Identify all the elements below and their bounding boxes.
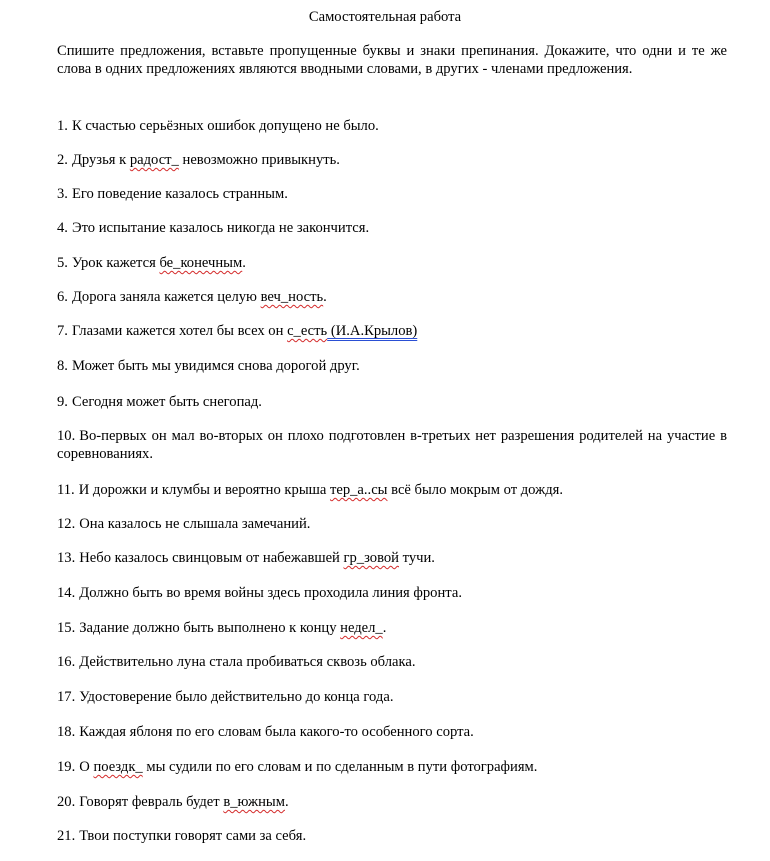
sentence-number: 19. bbox=[57, 759, 76, 775]
sentence-text: Может быть мы увидимся снова дорогой друг. bbox=[71, 358, 360, 374]
sentence-number: 10. bbox=[57, 428, 76, 444]
sentence-number: 9. bbox=[57, 394, 68, 410]
sentence-text: Действительно луна стала пробиваться сквозь облака. bbox=[79, 654, 416, 670]
sentence-number: 21. bbox=[57, 828, 76, 844]
sentence-number: 12. bbox=[57, 516, 76, 532]
spellcheck-word: радост_ bbox=[129, 152, 179, 168]
sentence-text: Удостоверение было действительно до конца года. bbox=[79, 689, 394, 705]
spellcheck-word: тер_а..сы bbox=[329, 482, 388, 498]
sentence-number: 18. bbox=[57, 724, 76, 740]
sentence-text-end: мы судили по его словам и по сделанным в пути фотографиям. bbox=[142, 759, 538, 775]
sentence-text-end: . bbox=[382, 620, 387, 636]
sentence-11 bbox=[57, 481, 727, 499]
sentence-1 bbox=[57, 117, 727, 135]
sentence-number: 11. bbox=[57, 482, 75, 498]
sentence-number: 7. bbox=[57, 323, 68, 339]
sentence-number: 2. bbox=[57, 152, 68, 168]
sentence-number: 16. bbox=[57, 654, 76, 670]
sentence-number: 14. bbox=[57, 585, 76, 601]
sentence-2 bbox=[57, 151, 727, 169]
sentence-text-end: всё было мокрым от дождя. bbox=[387, 482, 563, 498]
sentence-text: Сегодня может быть снегопад. bbox=[71, 394, 262, 410]
spellcheck-word: в_южным bbox=[223, 794, 285, 810]
sentence-21 bbox=[57, 827, 727, 845]
sentence-3 bbox=[57, 185, 727, 203]
sentence-text: Дорога заняла кажется целую bbox=[71, 289, 261, 305]
sentence-text: Говорят февраль будет bbox=[79, 794, 224, 810]
document-title: Самостоятельная работа bbox=[308, 9, 462, 25]
sentence-text: Его поведение казалось странным. bbox=[71, 186, 288, 202]
sentence-text: И дорожки и клумбы и вероятно крыша bbox=[78, 482, 330, 498]
sentence-16 bbox=[57, 653, 727, 671]
sentence-text-end: (И.А.Крылов) bbox=[327, 323, 418, 339]
sentence-number: 5. bbox=[57, 255, 68, 271]
sentence-7 bbox=[57, 322, 727, 340]
spellcheck-word: бе_конечным bbox=[159, 255, 243, 271]
sentence-text: Урок кажется bbox=[71, 255, 160, 271]
sentence-text: Она казалось не слышала замечаний. bbox=[79, 516, 311, 532]
sentence-text: Небо казалось свинцовым от набежавшей bbox=[79, 550, 344, 566]
sentence-6 bbox=[57, 288, 727, 306]
sentence-19 bbox=[57, 758, 727, 776]
sentence-number: 8. bbox=[57, 358, 68, 374]
sentence-number: 6. bbox=[57, 289, 68, 305]
sentence-number: 13. bbox=[57, 550, 76, 566]
sentence-13 bbox=[57, 549, 727, 567]
sentence-text-end: невозможно привыкнуть. bbox=[178, 152, 340, 168]
sentence-number: 4. bbox=[57, 220, 68, 236]
sentence-text: О bbox=[79, 759, 94, 775]
spellcheck-word: поездк_ bbox=[93, 759, 143, 775]
sentence-number: 17. bbox=[57, 689, 76, 705]
sentence-text: Глазами кажется хотел бы всех он bbox=[71, 323, 288, 339]
sentence-text-end: . bbox=[242, 255, 246, 271]
sentence-4 bbox=[57, 219, 727, 237]
sentence-text: Задание должно быть выполнено к концу bbox=[79, 620, 341, 636]
sentence-number: 3. bbox=[57, 186, 68, 202]
sentence-text-end: . bbox=[323, 289, 327, 305]
sentence-text: Должно быть во время войны здесь проходила линия фронта. bbox=[79, 585, 462, 601]
sentence-8 bbox=[57, 357, 727, 375]
spellcheck-word: недел_ bbox=[340, 620, 383, 636]
spellcheck-word: гр_зовой bbox=[343, 550, 399, 566]
sentence-18 bbox=[57, 723, 727, 741]
sentence-text: Друзья к bbox=[71, 152, 130, 168]
sentence-number: 1. bbox=[57, 118, 68, 134]
sentence-text: Во-первых он мал во-вторых он плохо подготовлен в-третьих нет разрешения родителей на участие в соревнованиях. bbox=[57, 428, 727, 462]
sentence-5 bbox=[57, 254, 727, 272]
sentence-text: Твои поступки говорят сами за себя. bbox=[79, 828, 307, 844]
sentence-14 bbox=[57, 584, 727, 602]
sentence-text-end: тучи. bbox=[398, 550, 435, 566]
sentence-number: 15. bbox=[57, 620, 76, 636]
sentence-text: Это испытание казалось никогда не закончится. bbox=[71, 220, 370, 236]
assignment-instructions: Спишите предложения, вставьте пропущенные буквы и знаки препинания. Докажите, что одни и те же слова в одних предложениях являются вводными словами, в других - членами предложения. bbox=[57, 43, 727, 77]
sentence-text: К счастью серьёзных ошибок допущено не было. bbox=[71, 118, 379, 134]
spellcheck-word: с_есть bbox=[287, 323, 328, 339]
sentence-9 bbox=[57, 393, 727, 411]
sentence-10 bbox=[57, 427, 727, 463]
sentence-text-end: . bbox=[284, 794, 289, 810]
sentence-20 bbox=[57, 793, 727, 811]
sentence-number: 20. bbox=[57, 794, 76, 810]
sentence-text: Каждая яблоня по его словам была какого-то особенного сорта. bbox=[79, 724, 474, 740]
sentence-12 bbox=[57, 515, 727, 533]
sentence-17 bbox=[57, 688, 727, 706]
spellcheck-word: веч_ность bbox=[260, 289, 324, 305]
sentence-15 bbox=[57, 619, 727, 637]
